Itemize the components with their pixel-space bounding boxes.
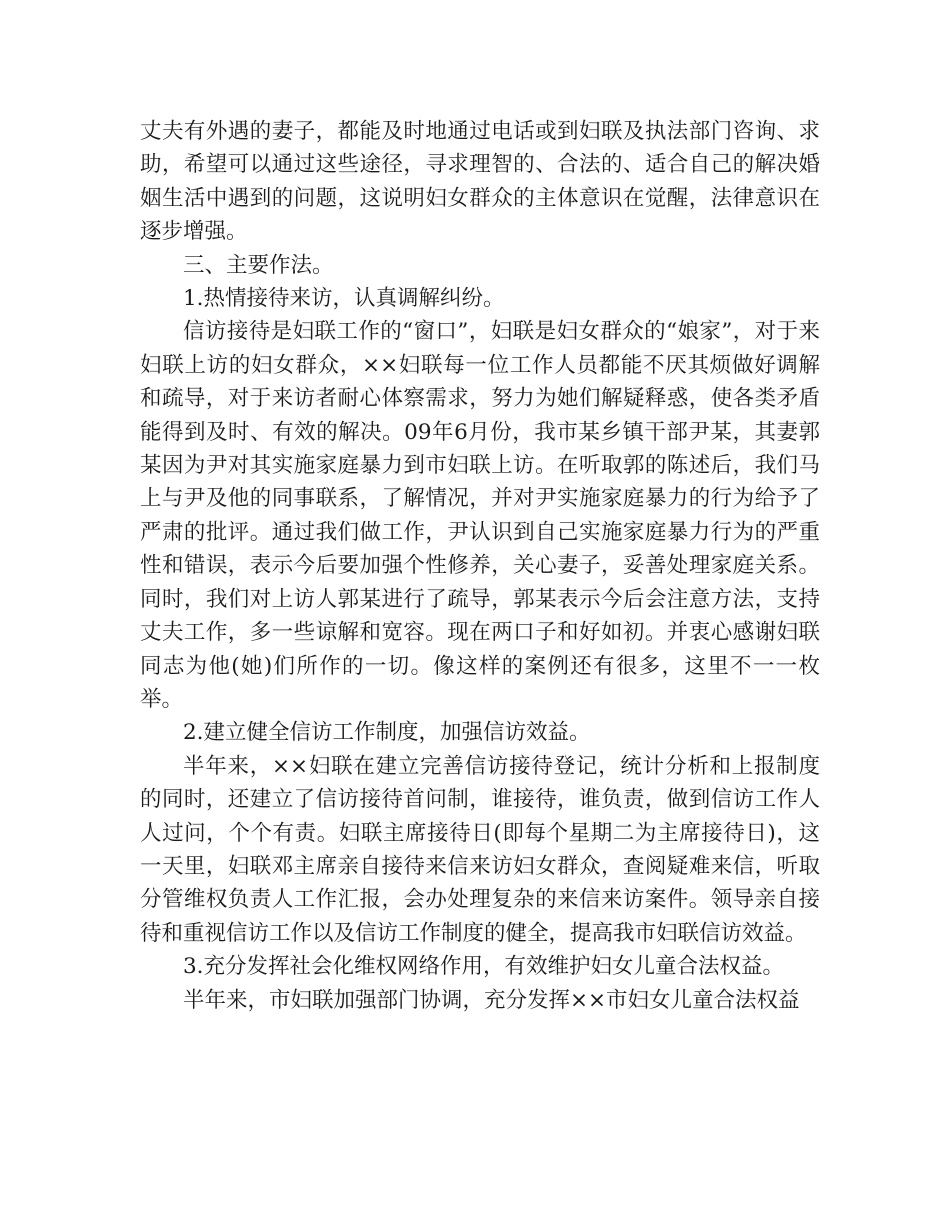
subheading-2: 2.建立健全信访工作制度，加强信访效益。 (183, 720, 591, 746)
paragraph-network-start: 半年来，市妇联加强部门协调，充分发挥××市妇女儿童合法权益 (183, 987, 800, 1013)
paragraph-reception-case: 信访接待是妇联工作的“窗口”，妇联是妇女群众的“娘家”，对于来妇联上访的妇女群众，××妇联每一位工作人员都能不厌其烦做好调解和疏导，对于来访者耐心体察需求，努力为她们解疑释惑，使各类矛盾能得到及时、有效的解决。09年6月份，我市某乡镇干部尹某，其妻郭某因为尹对其实施家庭暴力到市妇联上访。在听取郭的陈述后，我们马上与尹及他的同事联系，了解情况，并对尹实施家庭暴力的行为给予了严肃的批评。通过我们做工作，尹认识到自己实施家庭暴力行为的严重性和错误，表示今后要加强个性修养，关心妻子，妥善处理家庭关系。同时，我们对上访人郭某进行了疏导，郭某表示今后会注意方法，支持丈夫工作，多一些谅解和宽容。现在两口子和好如初。并衷心感谢妇联同志为他(她)们所作的一切。像这样的案例还有很多，这里不一一枚举。 (140, 319, 820, 712)
subheading-3: 3.充分发挥社会化维权网络作用，有效维护妇女儿童合法权益。 (183, 954, 785, 980)
document-body (140, 115, 820, 1017)
subheading-1: 1.热情接待来访，认真调解纠纷。 (183, 286, 505, 312)
section-heading-main-methods: 三、主要作法。 (183, 252, 334, 278)
paragraph-continuation: 丈夫有外遇的妻子，都能及时地通过电话或到妇联及执法部门咨询、求助，希望可以通过这些途径，寻求理智的、合法的、适合自己的解决婚姻生活中遇到的问题，这说明妇女群众的主体意识在觉醒，法律意识在逐步增强。 (140, 119, 820, 245)
paragraph-system-building: 半年来，××妇联在建立完善信访接待登记，统计分析和上报制度的同时，还建立了信访接待首问制，谁接待，谁负责，做到信访工作人人过问，个个有责。妇联主席接待日(即每个星期二为主席接待日)，这一天里，妇联邓主席亲自接待来信来访妇女群众，查阅疑难来信，听取分管维权负责人工作汇报，会办处理复杂的来信来访案件。领导亲自接待和重视信访工作以及信访工作制度的健全，提高我市妇联信访效益。 (140, 753, 820, 946)
